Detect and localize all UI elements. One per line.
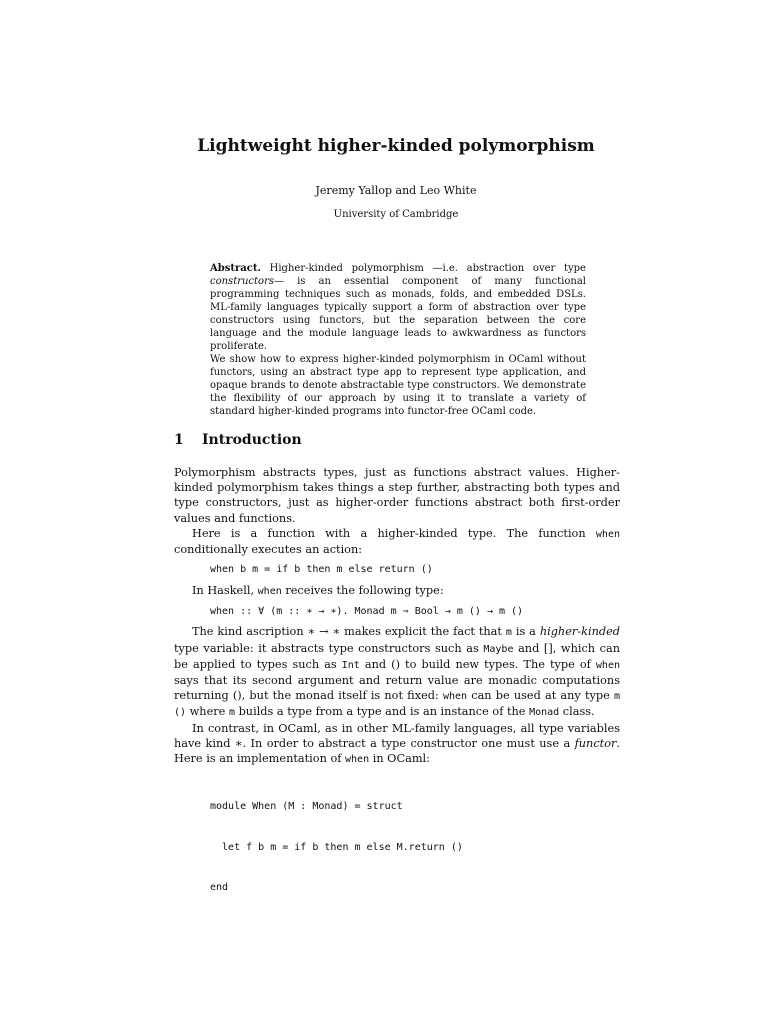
inline-code: when bbox=[442, 691, 468, 703]
paper-title: Lightweight higher-kinded polymorphism bbox=[197, 136, 595, 156]
text: . Here is an implementation of bbox=[174, 736, 620, 766]
inline-code: when bbox=[257, 585, 282, 597]
inline-code: when bbox=[595, 528, 620, 540]
section-title: Introduction bbox=[202, 432, 302, 448]
code-line: let f b m = if b then m else M.return () bbox=[210, 841, 463, 853]
text: can be used at any type bbox=[467, 689, 614, 703]
inline-code: m bbox=[505, 627, 512, 639]
abstract-paragraph-2 bbox=[210, 353, 586, 418]
inline-code: Maybe bbox=[483, 643, 514, 655]
paragraph-3 bbox=[174, 583, 620, 599]
paragraph-2 bbox=[174, 526, 620, 557]
text: In contrast, in OCaml, as in other ML-family languages, all type variables have kind ∗. In order to abstract a type constructor one must use a bbox=[174, 721, 620, 750]
section-number: 1 bbox=[174, 432, 184, 448]
text: The kind ascription ∗ → ∗ makes explicit the fact that bbox=[192, 625, 506, 639]
text: receives the following type: bbox=[281, 583, 444, 597]
intro-body bbox=[174, 465, 620, 928]
emphasis: higher-kinded bbox=[539, 625, 620, 639]
abstract-text: to represent type application, and opaque brands to denote abstractable type constructors. We demonstrate the flexibility of our approach by using it to translate a variety of standard higher-kinded programs into functor-free OCaml code. bbox=[210, 367, 586, 417]
code-block-3 bbox=[210, 773, 620, 922]
inline-code: when bbox=[345, 754, 370, 766]
inline-code: when bbox=[595, 659, 620, 671]
text: says that its second argument and return value are monadic computations returning (), but the monad itself is not fixed: bbox=[174, 674, 620, 703]
code-block-2: when :: ∀ (m :: ∗ → ∗). Monad m ⇒ Bool → m () → m () bbox=[210, 605, 524, 617]
inline-code: Monad bbox=[529, 707, 560, 719]
text: builds a type from a type and is an instance of the bbox=[234, 705, 530, 719]
abstract-text: Higher-kinded polymorphism —i.e. abstraction over type bbox=[269, 263, 586, 274]
abstract bbox=[210, 262, 586, 418]
inline-code: m bbox=[228, 707, 235, 719]
text: conditionally executes an action: bbox=[174, 543, 363, 557]
inline-code: app bbox=[383, 367, 402, 378]
abstract-paragraph-1 bbox=[210, 262, 586, 353]
code-line: module When (M : Monad) = struct bbox=[210, 801, 403, 813]
inline-code: m () bbox=[174, 691, 621, 719]
paragraph-5 bbox=[174, 721, 620, 768]
paragraph-1: Polymorphism abstracts types, just as functions abstract values. Higher-kinded polymorphism takes things a step further, abstracting both types and type constructors, just as higher-order functions abstract both first-order values and functions. bbox=[174, 466, 620, 525]
affiliation: University of Cambridge bbox=[333, 209, 459, 220]
text: where bbox=[186, 705, 229, 719]
abstract-label: Abstract. bbox=[210, 263, 261, 274]
text: is a bbox=[511, 625, 540, 639]
abstract-text: We show how to express higher-kinded polymorphism in OCaml without functors, using an abstract type bbox=[210, 354, 586, 378]
text: class. bbox=[559, 705, 595, 719]
abstract-text: — is an essential component of many functional programming techniques such as monads, folds, and embedded DSLs. ML-family languages typically support a form of abstraction over type constructors using functors, but the separation between the core language and the module language leads to awkwardness as functors proliferate. bbox=[210, 276, 586, 352]
text: and [], which can be applied to types such as bbox=[174, 641, 621, 671]
code-block-1: when b m = if b then m else return () bbox=[210, 564, 433, 576]
inline-code: Int bbox=[341, 659, 360, 671]
abstract-emphasis: constructors bbox=[210, 276, 274, 287]
text: type variable: it abstracts type constructors such as bbox=[174, 641, 484, 655]
paragraph-4 bbox=[174, 624, 620, 720]
text: In Haskell, bbox=[192, 583, 258, 597]
text: Here is a function with a higher-kinded type. The function bbox=[192, 526, 596, 540]
text: in OCaml: bbox=[369, 752, 430, 766]
authors: Jeremy Yallop and Leo White bbox=[315, 184, 477, 197]
emphasis: functor bbox=[574, 736, 617, 750]
section-heading bbox=[174, 432, 302, 448]
code-line: end bbox=[210, 882, 229, 894]
text: and () to build new types. The type of bbox=[359, 657, 596, 671]
